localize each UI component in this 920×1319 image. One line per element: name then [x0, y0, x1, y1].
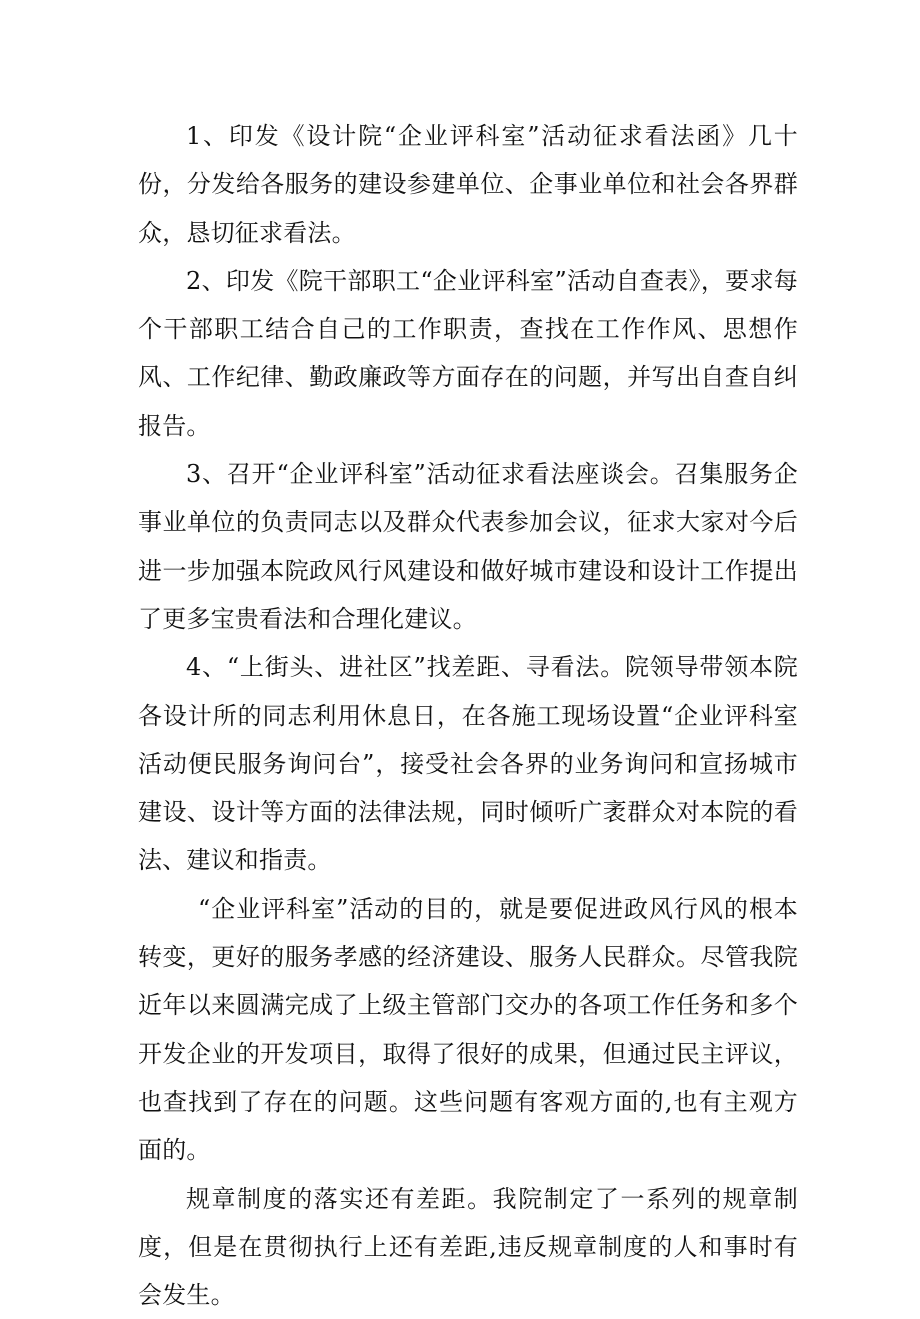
- paragraph-5: “企业评科室”活动的目的，就是要促进政风行风的根本转变，更好的服务孝感的经济建设、服务人民群众。尽管我院近年以来圆满完成了上级主管部门交办的各项工作任务和多个开发企业的开发项目，取得了很好的成果，但通过民主评议，也查找到了存在的问题。这些问题有客观方面的,也有主观方面的。: [138, 894, 798, 1165]
- paragraph-2: 2、印发《院干部职工“企业评科室”活动自查表》，要求每个干部职工结合自己的工作职责，查找在工作作风、思想作风、工作纪律、勤政廉政等方面存在的问题，并写出自查自纠报告。: [138, 266, 798, 440]
- paragraph-6: 规章制度的落实还有差距。我院制定了一系列的规章制度，但是在贯彻执行上还有差距,违反规章制度的人和事时有会发生。: [138, 1184, 798, 1310]
- paragraph-1: 1、印发《设计院“企业评科室”活动征求看法函》几十份，分发给各服务的建设参建单位、企事业单位和社会各界群众，恳切征求看法。: [138, 122, 798, 247]
- paragraph-3: 3、召开“企业评科室”活动征求看法座谈会。召集服务企事业单位的负责同志以及群众代表参加会议，征求大家对今后进一步加强本院政风行风建设和做好城市建设和设计工作提出了更多宝贵看法和合理化建议。: [138, 460, 798, 633]
- paragraph-4: 4、“上街头、进社区”找差距、寻看法。院领导带领本院各设计所的同志利用休息日，在各施工现场设置“企业评科室活动便民服务询问台”，接受社会各界的业务询问和宣扬城市建设、设计等方面的法律法规，同时倾听广袤群众对本院的看法、建议和指责。: [138, 653, 798, 875]
- document-body: [138, 112, 798, 1319]
